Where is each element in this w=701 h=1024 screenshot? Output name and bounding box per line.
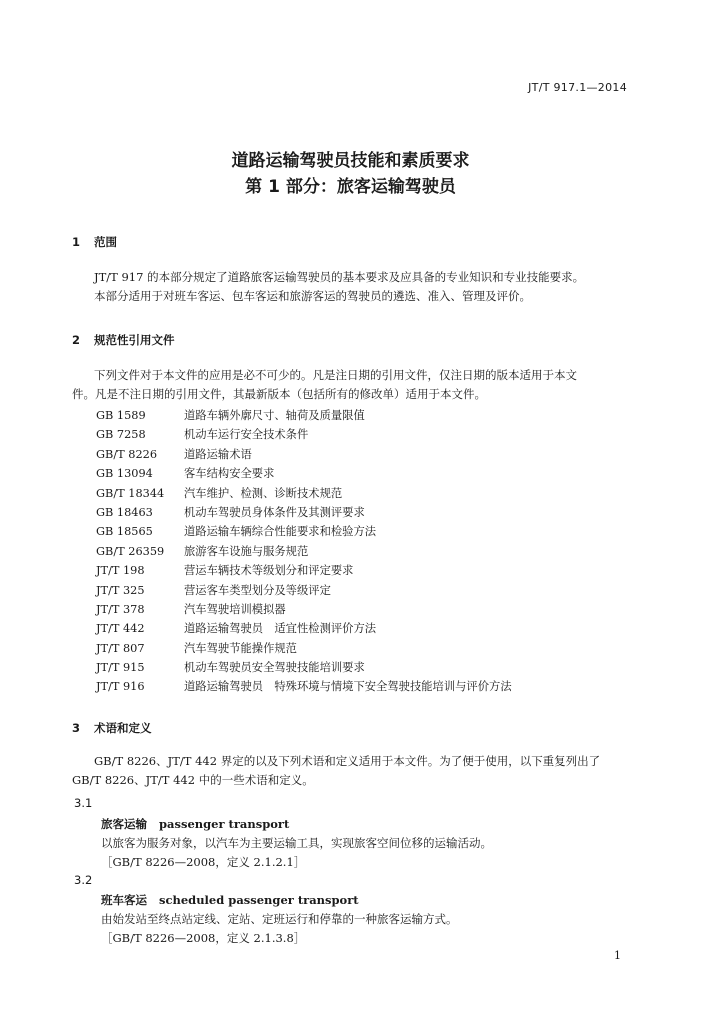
reference-item (96, 677, 512, 696)
term-number: 3.1 (74, 796, 93, 810)
term-chinese: 旅客运输 (101, 817, 147, 831)
reference-code: GB/T 8226 (96, 447, 158, 461)
reference-title: 客车结构安全要求 (184, 467, 275, 481)
paragraph-line: GB/T 8226、JT/T 442 中的一些术语和定义。 (72, 773, 314, 787)
reference-code: GB 13094 (96, 467, 153, 481)
reference-item (96, 581, 512, 600)
reference-item (96, 658, 512, 677)
title-line-1: 道路运输驾驶员技能和素质要求 (231, 151, 470, 171)
page-number: 1 (614, 949, 621, 962)
term-heading (101, 816, 289, 832)
reference-item (96, 503, 512, 522)
paragraph-line: JT/T 917 的本部分规定了道路旅客运输驾驶员的基本要求及应具备的专业知识和专业技能要求。 (94, 270, 585, 284)
reference-title: 机动车运行安全技术条件 (184, 428, 309, 442)
reference-title: 道路运输驾驶员 适宜性检测评价方法 (184, 622, 377, 636)
reference-item (96, 425, 512, 444)
section-number: 3 (72, 721, 81, 735)
reference-title: 营运客车类型划分及等级评定 (184, 583, 331, 597)
term-definition: 由始发站至终点站定线、定站、定班运行和停靠的一种旅客运输方式。 (101, 912, 458, 926)
reference-code: GB 18565 (96, 525, 153, 539)
reference-title: 道路运输驾驶员 特殊环境与情境下安全驾驶技能培训与评价方法 (184, 680, 512, 694)
reference-title: 营运车辆技术等级划分和评定要求 (184, 564, 354, 578)
reference-item (96, 445, 512, 464)
reference-code: JT/T 915 (96, 661, 145, 675)
standard-code: JT/T 917.1—2014 (528, 81, 627, 94)
reference-title: 旅游客车设施与服务规范 (184, 544, 309, 558)
paragraph-line: 下列文件对于本文件的应用是必不可少的。凡是注日期的引用文件，仅注日期的版本适用于本文 (94, 368, 577, 382)
title-line-2: 第 1 部分：旅客运输驾驶员 (245, 177, 456, 197)
reference-title: 道路运输术语 (184, 447, 252, 461)
section-2-intro (72, 366, 632, 404)
term-definition: 以旅客为服务对象，以汽车为主要运输工具，实现旅客空间位移的运输活动。 (101, 836, 492, 850)
reference-list (96, 406, 512, 697)
section-1-paragraph (72, 268, 632, 306)
reference-code: GB 1589 (96, 409, 146, 422)
reference-code: GB/T 26359 (96, 544, 165, 558)
paragraph-line: GB/T 8226、JT/T 442 界定的以及下列术语和定义适用于本文件。为了便于使用，以下重复列出了 (94, 754, 601, 768)
term-english: passenger transport (159, 817, 290, 831)
reference-title: 汽车维护、检测、诊断技术规范 (184, 486, 343, 500)
reference-code: JT/T 325 (96, 583, 145, 597)
paragraph-line: 本部分适用于对班车客运、包车客运和旅游客运的驾驶员的遴选、准入、管理及评价。 (94, 289, 531, 303)
reference-title: 汽车驾驶节能操作规范 (184, 641, 297, 655)
term-number: 3.2 (74, 873, 93, 887)
reference-item (96, 522, 512, 541)
section-3-heading (72, 720, 152, 736)
reference-item (96, 619, 512, 638)
reference-code: JT/T 807 (96, 641, 145, 655)
section-title: 术语和定义 (94, 721, 152, 735)
reference-title: 机动车驾驶员身体条件及其测评要求 (184, 505, 365, 519)
section-number: 2 (72, 333, 81, 347)
reference-title: 道路运输车辆综合性能要求和检验方法 (184, 525, 377, 539)
reference-item (96, 464, 512, 483)
term-english: scheduled passenger transport (159, 893, 359, 907)
reference-title: 道路车辆外廓尺寸、轴荷及质量限值 (184, 409, 365, 422)
reference-title: 汽车驾驶培训模拟器 (184, 602, 286, 616)
reference-item (96, 600, 512, 619)
reference-item (96, 406, 512, 425)
paragraph-line: 件。凡是不注日期的引用文件，其最新版本（包括所有的修改单）适用于本文件。 (72, 387, 486, 401)
section-3-intro (72, 752, 632, 790)
reference-code: JT/T 916 (96, 680, 145, 694)
section-title: 规范性引用文件 (94, 333, 175, 347)
reference-code: GB 7258 (96, 428, 146, 442)
section-1-heading (72, 234, 117, 250)
term-chinese: 班车客运 (101, 893, 147, 907)
reference-item (96, 484, 512, 503)
section-title: 范围 (94, 235, 117, 249)
reference-code: JT/T 442 (96, 622, 145, 636)
reference-code: JT/T 198 (96, 564, 145, 578)
reference-item (96, 542, 512, 561)
term-source: ［GB/T 8226—2008，定义 2.1.3.8］ (101, 931, 306, 945)
reference-code: GB 18463 (96, 505, 153, 519)
reference-item (96, 639, 512, 658)
document-title (0, 148, 701, 200)
section-2-heading (72, 332, 175, 348)
term-heading (101, 892, 359, 908)
reference-code: GB/T 18344 (96, 486, 165, 500)
section-number: 1 (72, 235, 81, 249)
reference-item (96, 561, 512, 580)
reference-code: JT/T 378 (96, 602, 145, 616)
reference-title: 机动车驾驶员安全驾驶技能培训要求 (184, 661, 365, 675)
term-source: ［GB/T 8226—2008，定义 2.1.2.1］ (101, 855, 306, 869)
